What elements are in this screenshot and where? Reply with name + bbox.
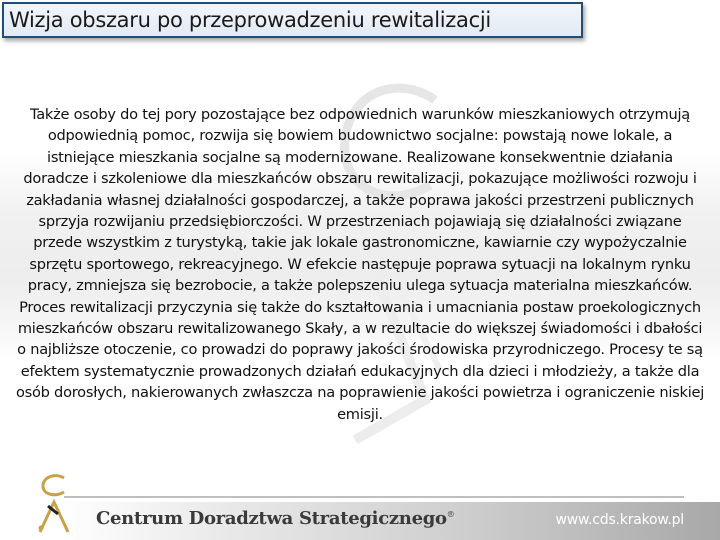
footer <box>0 468 720 540</box>
slide-title: Wizja obszaru po przeprowadzeniu rewitalizacji <box>9 8 491 32</box>
slide-body-text: Także osoby do tej pory pozostające bez odpowiednich warunków mieszkaniowych otrzymują odpowiednią pomoc, rozwija się bowiem budownictwo socjalne: powstają nowe lokale, a istniejące mieszkania socjalne są modernizowane. Realizowane konsekwentnie działania doradcze i szkoleniowe dla mieszkańców obszaru rewitalizacji, pokazujące możliwości rozwoju i zakładania własnej działalności gospodarczej, a także poprawa jakości przestrzeni publicznych sprzyja rozwijaniu przedsiębiorczości. W przestrzeniach pojawiają się działalności związane przede wszystkim z turystyką, takie jak lokale gastronomiczne, kawiarnie czy wypożyczalnie sprzętu sportowego, rekreacyjnego. W efekcie następuje poprawa sytuacji na lokalnym rynku pracy, zmniejsza się bezrobocie, a także polepszeniu ulega sytuacja materialna mieszkańców. Proces rewitalizacji przyczynia się także do kształtowania i umacniania postaw proekologicznych mieszkańców obszaru rewitalizowanego Skały, a w rezultacie do większej świadomości i dbałości o najbliższe otoczenie, co prowadzi do poprawy jakości środowiska przyrodniczego. Procesy te są efektem systematycznie prowadzonych działań edukacyjnych dla dzieci i młodzieży, a także dla osób dorosłych, nakierowanych zwłaszcza na poprawienie jakości powietrza i ograniczenie niskiej emisji. <box>15 106 705 423</box>
registered-mark: ® <box>446 510 455 519</box>
cds-logo-icon <box>28 472 80 534</box>
footer-divider <box>64 496 684 498</box>
footer-organization-label: Centrum Doradztwa Strategicznego <box>96 508 447 529</box>
footer-organization-name <box>96 508 454 529</box>
footer-website-link[interactable]: www.cds.krakow.pl <box>555 512 684 528</box>
slide-title-box <box>2 2 583 38</box>
